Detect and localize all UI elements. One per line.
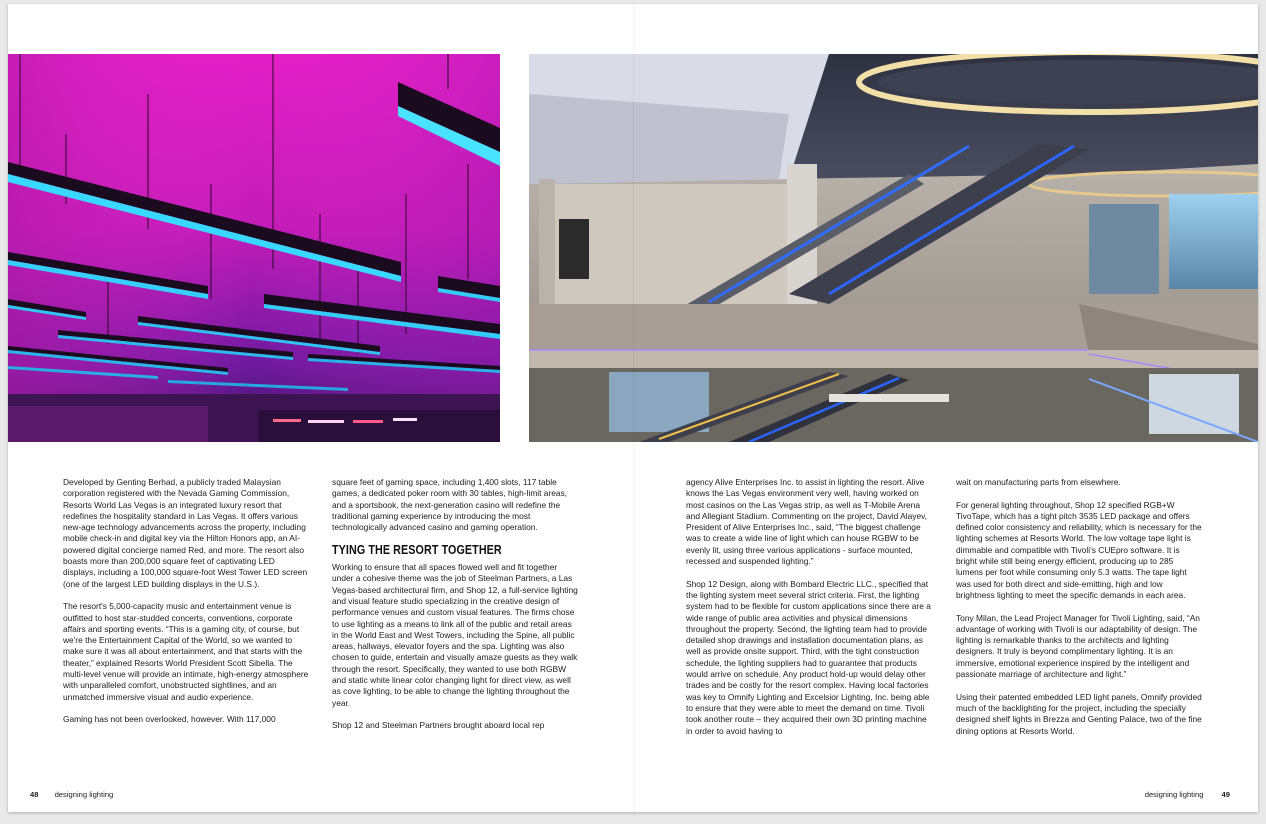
pendant-lights-illustration xyxy=(8,54,500,442)
magazine-spread xyxy=(8,4,1258,812)
body-paragraph: square feet of gaming space, including 1,400 slots, 117 table games, a dedicated poker room with 30 tables, high-limit areas, and a sportsbook, the next-generation casino will redefine the traditional gaming experience by introducing the most technologically advanced casino and gaming operation. xyxy=(332,477,568,533)
body-paragraph: Developed by Genting Berhad, a publicly traded Malaysian corporation registered with the Nevada Gaming Commission, Resorts World Las Vegas is an integrated luxury resort that redefines the hospitality standard in Las Vegas. It offers various new-age technology advancements across the property, including mobile check-in and digital key via the Hilton Honors app, an AI-powered digital concierge named Red, and more. The resort also boasts more than 200,000 square feet of captivating LED displays, including a 100,000 square-foot West Tower LED screen (one of the largest LED building displays in the U.S.). xyxy=(63,477,308,589)
body-paragraph: For general lighting throughout, Shop 12 specified RGB+W TivoTape, which has a tight pitch 3535 LED package and offers defined color consistency and reliability, which is necessary for the lighting schemes at Resorts World. The low voltage tape light is dimmable and compatible with Tivoli’s CUEpro software. It is bright while still being energy efficient, producing up to 285 lumens per foot while consuming only 5.3 watts. The tape light was used for both direct and side-emitting, high and low brightness lighting to meet the specific demands in each area. xyxy=(956,499,1202,600)
left-page-footer xyxy=(30,790,113,799)
section-heading: TYING THE RESORT TOGETHER xyxy=(332,542,502,557)
body-paragraph: Working to ensure that all spaces flowed well and fit together under a cohesive theme was the job of Steelman Partners, a Las Vegas-based architectural firm, and Shop 12, a full-service lighting and visual feature studio specializing in the creative design of performance venues and custom visual features. The firms chose to use lighting as a means to link all of the public and retail areas in the World East and West Towers, including the Spine, all public areas, hallways, elevator foyers and the spa. Lighting was also chosen to guide, entertain and visually amaze guests as they walk through the resort. Specifically, they wanted to use both RGBW and static white linear color changing light for direct view, as well as cove lighting, to be able to change the lighting throughout the year. xyxy=(332,562,578,708)
atrium-escalators-illustration xyxy=(529,54,1258,442)
publication-name: designing lighting xyxy=(1144,790,1204,799)
page-number: 48 xyxy=(30,790,39,799)
body-paragraph: Shop 12 and Steelman Partners brought aboard local rep xyxy=(332,720,545,731)
atrium-escalators-photo xyxy=(529,54,1258,442)
text-column-3 xyxy=(686,477,932,748)
body-paragraph: Shop 12 Design, along with Bombard Electric LLC., specified that the lighting system meet several strict criteria. First, the lighting system had to be flexible for custom applications since there are a wide range of public area activities and physical dimensions throughout the property. Second, the lighting team had to provide detailed shop drawings and installation documentation plans, as well as provide onsite support. Third, with the tight construction schedule, the lighting suppliers had to guarantee that products would arrive on schedule. Any product hold-up would delay other trades and be costly for the resort complex. Having local factories was key to Omnify Lighting and Excelsior Lighting, Inc. being able to ensure that they were able to meet the demand on time. Tivoli took another route – they acquired their own 3D printing machine in order to avoid having to xyxy=(686,578,931,736)
page-number: 49 xyxy=(1221,790,1230,799)
right-page-footer xyxy=(1145,790,1230,799)
body-paragraph: wait on manufacturing parts from elsewhere. xyxy=(956,477,1121,487)
body-paragraph: agency Alive Enterprises Inc. to assist in lighting the resort. Alive knows the Las Vegas environment very well, having worked on most casinos on the Las Vegas strip, as well as T-Mobile Arena and Allegiant Stadium. Commenting on the project, David Alayev, President of Alive Enterprises Inc., said, “The biggest challenge was to create a wide line of light which can house RGBW to be evenly lit, using three various applications - surface mounted, recessed and suspended lighting.” xyxy=(686,477,927,567)
body-paragraph: Tony Milan, the Lead Project Manager for Tivoli Lighting, said, “An advantage of working with Tivoli is our adaptability of design. The lighting is remarkable thanks to the architects and lighting designers. It truly is beyond complimentary lighting. It is an immersive, emotional experience inspired by the intelligent and passionate marriage of architecture and light.” xyxy=(956,612,1200,680)
publication-name: designing lighting xyxy=(54,790,114,799)
pendant-lights-photo xyxy=(8,54,500,442)
text-column-1 xyxy=(63,477,309,737)
text-column-4 xyxy=(956,477,1202,748)
page-gutter xyxy=(633,4,635,812)
text-column-2 xyxy=(332,477,578,743)
body-paragraph: Gaming has not been overlooked, however. With 117,000 xyxy=(63,714,276,725)
body-paragraph: The resort's 5,000-capacity music and entertainment venue is outfitted to host star-studded concerts, conventions, corporate affairs and sporting events. “This is a gaming city, of course, but we're the Entertainment Capital of the World, so we wanted to make sure it was all about entertainment, and that starts with the theater,” explained Resorts World President Scott Sibella. The multi-level venue will provide an intimate, high-energy atmosphere with unparalleled comfort, unobstructed sightlines, and an unmatched immersive visual and audio experience. xyxy=(63,601,309,702)
body-paragraph: Using their patented embedded LED light panels, Omnify provided much of the backlighting for the project, including the specially designed shelf lights in Brezza and Genting Palace, two of the fine dining options at Resorts World. xyxy=(956,691,1202,736)
